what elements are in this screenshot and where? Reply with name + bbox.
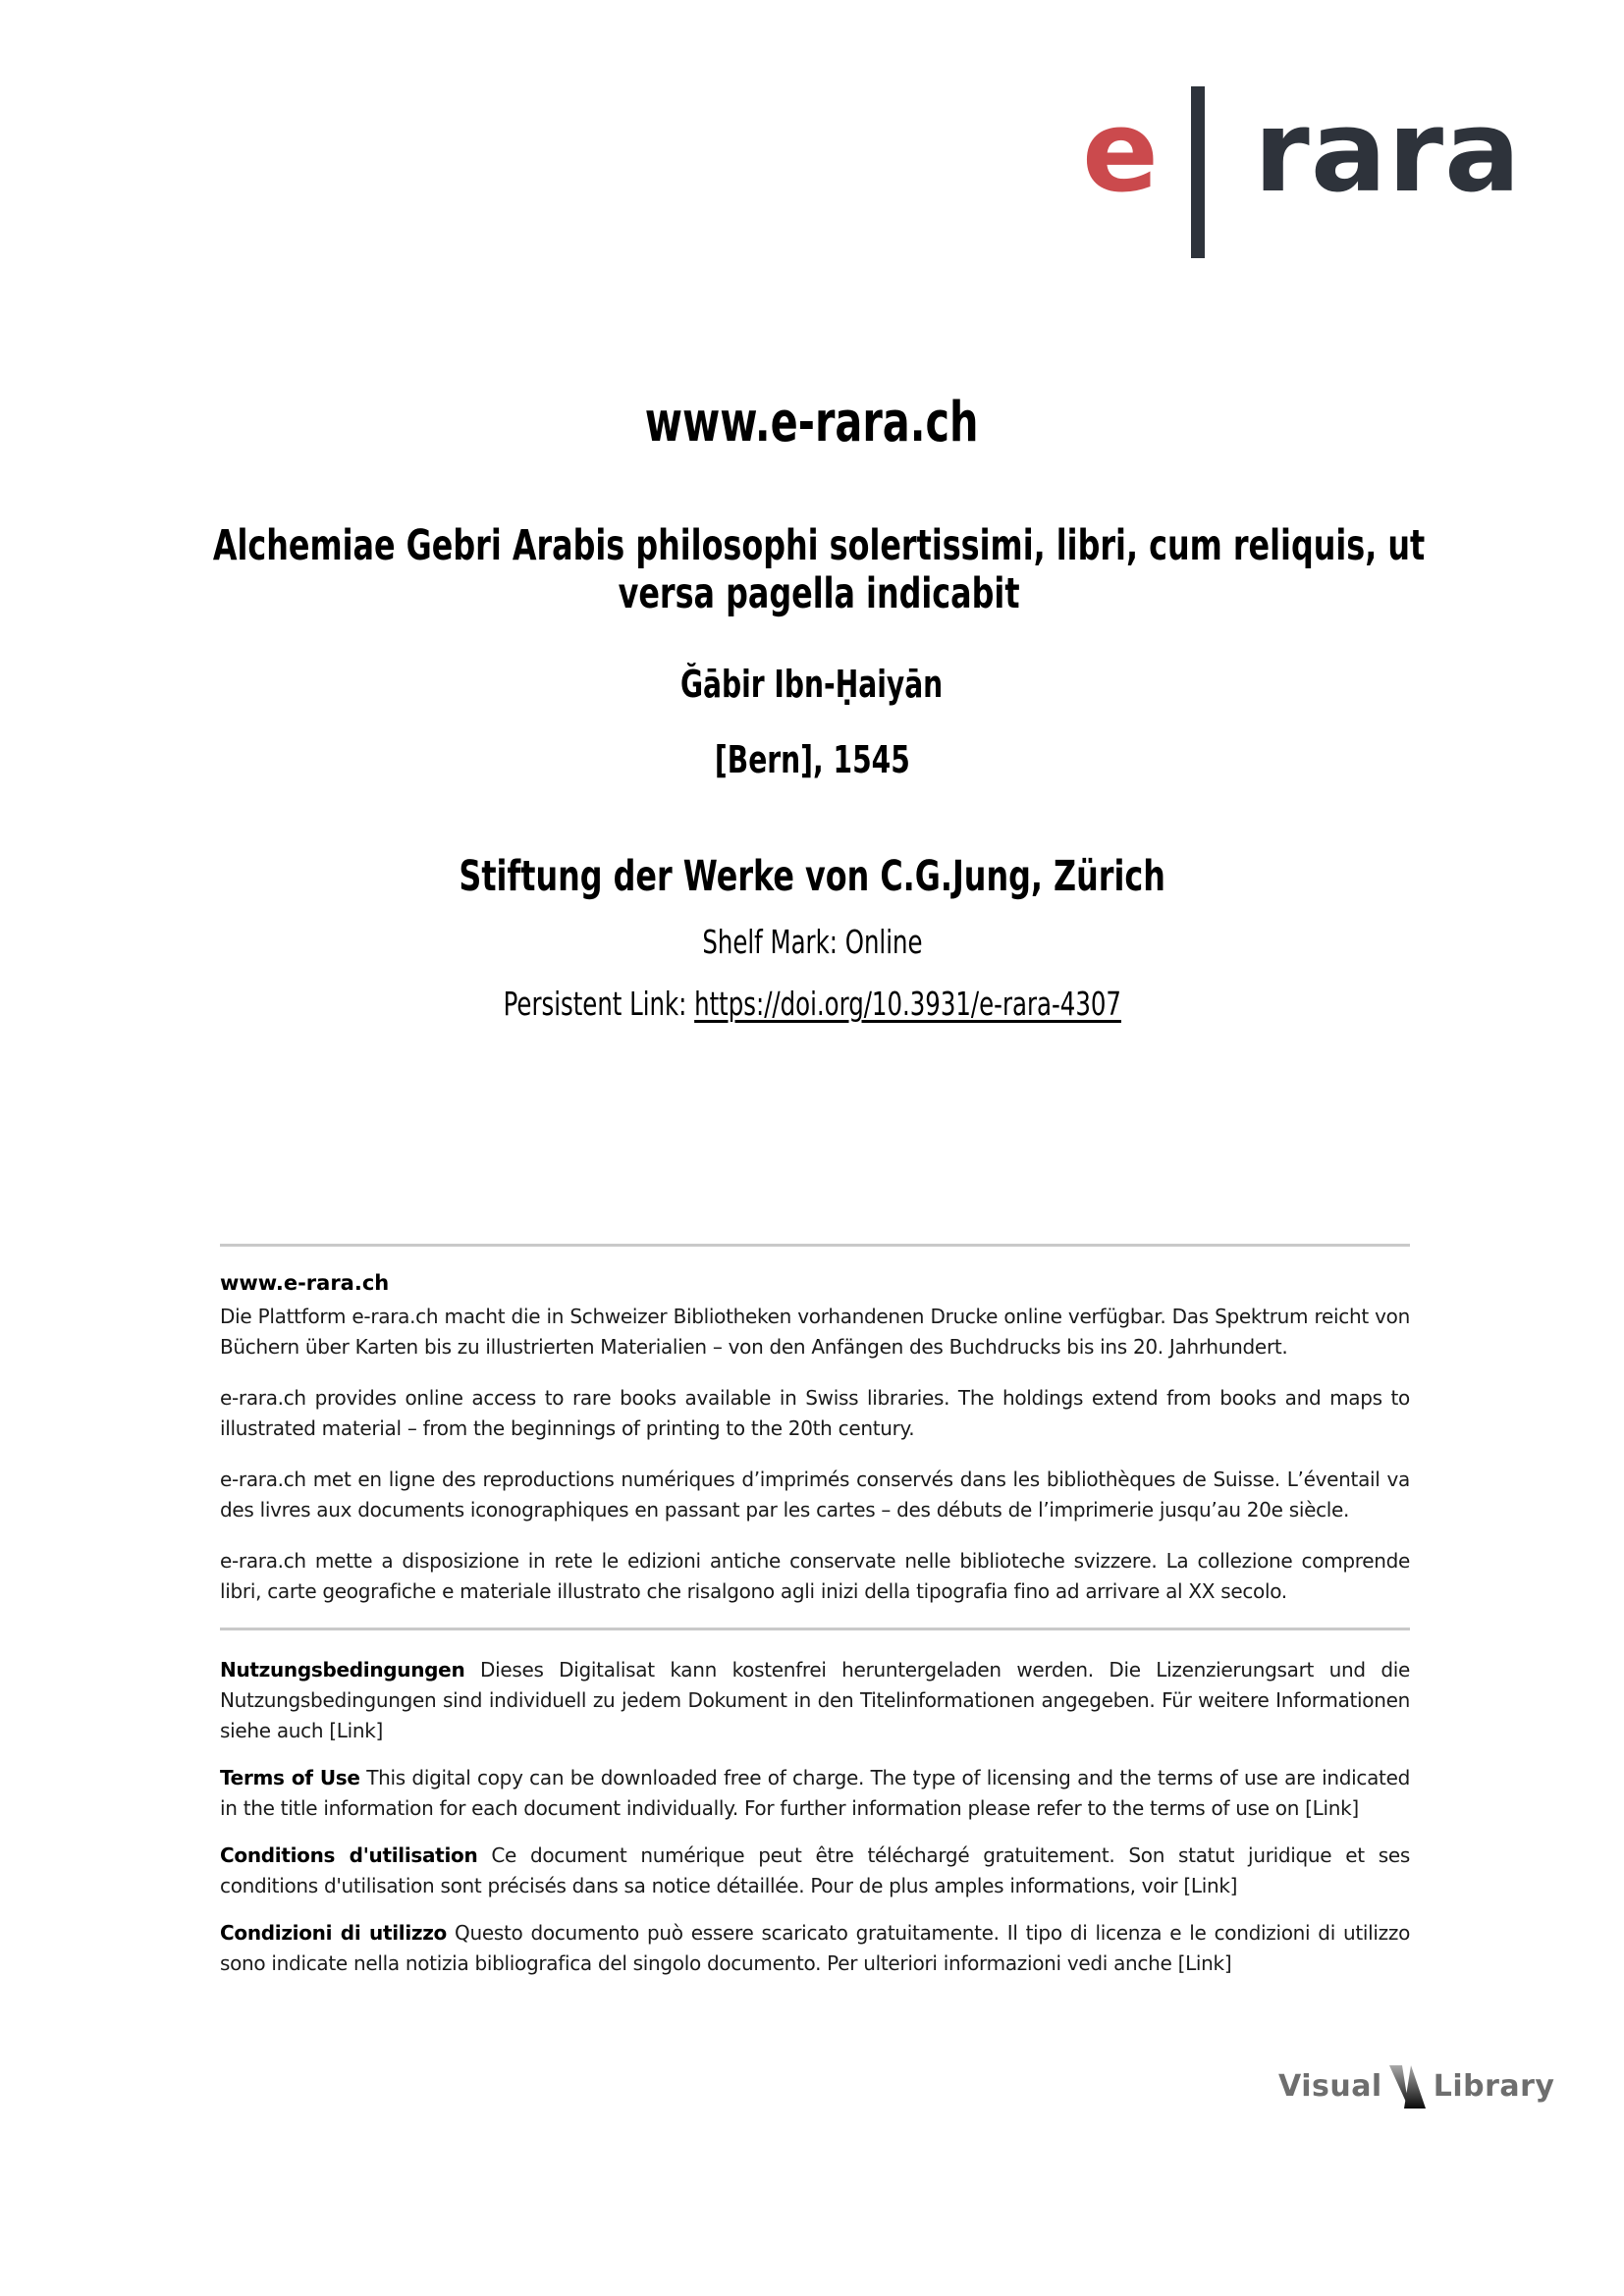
terms-label-de: Nutzungsbedingungen (220, 1658, 465, 1682)
site-heading-text: www.e-rara.ch (645, 391, 979, 454)
document-author (0, 663, 1624, 706)
terms-link-de[interactable]: [Link] (329, 1719, 384, 1742)
terms-paragraph-fr: Conditions d'utilisation Ce document numérique peut être téléchargé gratuitement. Son statut juridique et ses conditions d'utilisation sont précisés dans sa notice détaillée. Pour de plus amples informations, voir [Link] (220, 1843, 1410, 1897)
doi-link[interactable]: https://doi.org/10.3931/e-rara-4307 (693, 985, 1121, 1023)
terms-label-fr: Conditions d'utilisation (220, 1843, 478, 1867)
document-imprint (0, 738, 1624, 781)
terms-paragraph-en: Terms of Use This digital copy can be downloaded free of charge. The type of licensing and the terms of use are indicated in the title information for each document individually. For further information please refer to the terms of use on [Link] (220, 1766, 1410, 1820)
logo-divider-bar (1191, 86, 1205, 258)
terms-link-fr[interactable]: [Link] (1183, 1874, 1238, 1897)
e-rara-logo (1082, 86, 1522, 258)
site-heading (0, 391, 1624, 454)
about-block (220, 1271, 1410, 1607)
persistent-link-line (0, 985, 1624, 1023)
holding-library-text: Stiftung der Werke von C.G.Jung, Zürich (459, 852, 1165, 901)
info-section (220, 1244, 1410, 1996)
logo-e-letter: e (1082, 86, 1159, 218)
document-title-line1: Alchemiae Gebri Arabis philosophi solertissimi, libri, cum reliquis, ut (212, 521, 1426, 570)
visual-library-word-visual: Visual (1278, 2069, 1382, 2104)
document-author-text: Ğābir Ibn-Ḥaiyān (680, 663, 944, 706)
about-paragraph-de: Die Plattform e-rara.ch macht die in Schweizer Bibliotheken vorhandenen Drucke online verfügbar. Das Spektrum reicht von Büchern über Karten bis zu illustrierten Materialien – von den Anfängen des Buchdrucks bis ins 20. Jahrhundert. (220, 1305, 1410, 1359)
holding-library (0, 852, 1624, 901)
terms-link-it[interactable]: [Link] (1177, 1951, 1232, 1975)
shelf-mark (0, 923, 1624, 961)
about-paragraph-it: e-rara.ch mette a disposizione in rete le edizioni antiche conservate nelle biblioteche svizzere. La collezione comprende libri, carte geografiche e materiale illustrato che risalgono agli inizi della tipografia fino ad arrivare al XX secolo. (220, 1549, 1410, 1603)
terms-block (220, 1630, 1410, 1979)
visual-library-icon (1389, 2064, 1427, 2109)
document-imprint-text: [Bern], 1545 (714, 738, 910, 781)
shelf-mark-text: Shelf Mark: Online (701, 923, 923, 961)
about-heading: www.e-rara.ch (220, 1271, 390, 1295)
document-title-line2: versa pagella indicabit (618, 569, 1020, 618)
visual-library-logo (1278, 2064, 1554, 2109)
visual-library-word-library: Library (1433, 2069, 1555, 2104)
terms-paragraph-it: Condizioni di utilizzo Questo documento può essere scaricato gratuitamente. Il tipo di licenza e le condizioni di utilizzo sono indicate nella notizia bibliografica del singolo documento. Per ulteriori informazioni vedi anche [Link] (220, 1921, 1411, 1975)
terms-link-en[interactable]: [Link] (1305, 1796, 1359, 1820)
document-title (0, 522, 1624, 618)
terms-paragraph-de: Nutzungsbedingungen Dieses Digitalisat kann kostenfrei heruntergeladen werden. Die Lizenzierungsart und die Nutzungsbedingungen sind individuell zu jedem Dokument in den Titelinformationen angegeben. Für weitere Informationen siehe auch [Link] (220, 1658, 1410, 1742)
about-paragraph-fr: e-rara.ch met en ligne des reproductions numériques d’imprimés conservés dans les bibliothèques de Suisse. L’éventail va des livres aux documents iconographiques en passant par les cartes – des débuts de l’imprimerie jusqu’au 20e siècle. (220, 1468, 1410, 1522)
persistent-link-label: Persistent Link: (503, 985, 694, 1023)
terms-label-it: Condizioni di utilizzo (220, 1921, 447, 1945)
about-paragraph-en: e-rara.ch provides online access to rare books available in Swiss libraries. The holdings extend from books and maps to illustrated material – from the beginnings of printing to the 20th century. (220, 1386, 1410, 1440)
divider-top (220, 1244, 1410, 1247)
logo-wordmark: rara (1254, 86, 1522, 218)
terms-label-en: Terms of Use (220, 1766, 360, 1789)
